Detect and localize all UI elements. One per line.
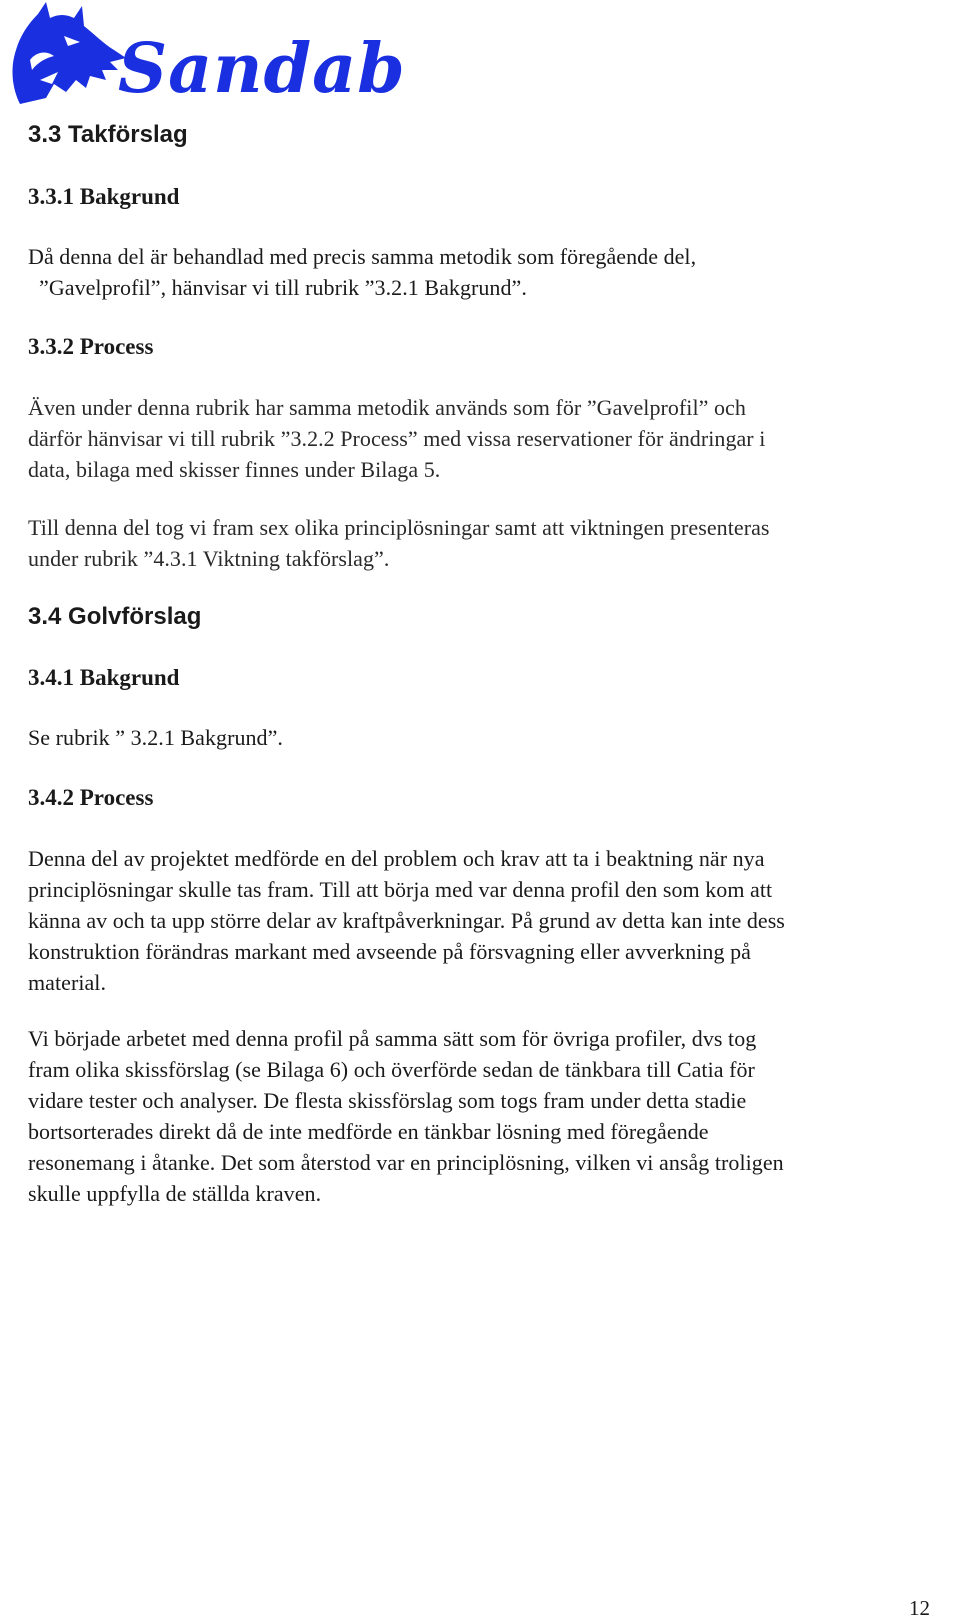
page-number: 12 <box>909 1596 930 1620</box>
text-line: ”Gavelprofil”, hänvisar vi till rubrik ”3.2.1 Bakgrund”. <box>39 275 527 300</box>
text-line: konstruktion förändras markant med avseende på försvagning eller avverkning på <box>28 939 751 964</box>
paragraph-process-golvforslag <box>28 843 928 998</box>
text-line: Denna del av projektet medförde en del problem och krav att ta i beaktning när nya <box>28 846 765 871</box>
heading-3-3: 3.3 Takförslag <box>28 121 188 148</box>
paragraph-bakgrund-takforslag <box>28 241 928 303</box>
text-line: fram olika skissförslag (se Bilaga 6) och överförde sedan de tänkbara till Catia för <box>28 1057 755 1082</box>
paragraph-skissforslag <box>28 1023 928 1209</box>
text-line: bortsorterades direkt då de inte medförde en tänkbar lösning med föregående <box>28 1119 709 1144</box>
text-line: Då denna del är behandlad med precis samma metodik som föregående del, <box>28 244 697 269</box>
paragraph-process-takforslag <box>28 392 928 485</box>
heading-3-4-1: 3.4.1 Bakgrund <box>28 665 180 690</box>
heading-3-4-2: 3.4.2 Process <box>28 785 154 810</box>
text-line: vidare tester och analyser. De flesta skissförslag som togs fram under detta stadie <box>28 1088 747 1113</box>
text-line: Även under denna rubrik har samma metodik används som för ”Gavelprofil” och <box>28 395 746 420</box>
text-line: data, bilaga med skisser finnes under Bilaga 5. <box>28 457 441 482</box>
heading-3-4: 3.4 Golvförslag <box>28 603 202 630</box>
text-line: därför hänvisar vi till rubrik ”3.2.2 Process” med vissa reservationer för ändringar i <box>28 426 766 451</box>
text-line: material. <box>28 970 107 995</box>
text-line: principlösningar skulle tas fram. Till att börja med var denna profil den som kom att <box>28 877 773 902</box>
sandab-logo <box>6 0 411 112</box>
text-line: under rubrik ”4.3.1 Viktning takförslag”. <box>28 546 390 571</box>
paragraph-principlosningar <box>28 512 928 574</box>
text-line: Till denna del tog vi fram sex olika principlösningar samt att viktningen presenteras <box>28 515 770 540</box>
logo-wordmark: Sandab <box>118 29 406 109</box>
text-line: Se rubrik ” 3.2.1 Bakgrund”. <box>28 725 283 750</box>
paragraph-bakgrund-golvforslag <box>28 722 928 753</box>
wolf-head-icon <box>13 2 126 104</box>
text-line: känna av och ta upp större delar av kraftpåverkningar. På grund av detta kan inte dess <box>28 908 785 933</box>
text-line: Vi började arbetet med denna profil på samma sätt som för övriga profiler, dvs tog <box>28 1026 757 1051</box>
heading-3-3-1: 3.3.1 Bakgrund <box>28 184 180 209</box>
text-line: skulle uppfylla de ställda kraven. <box>28 1181 322 1206</box>
text-line: resonemang i åtanke. Det som återstod var en principlösning, vilken vi ansåg troligen <box>28 1150 784 1175</box>
heading-3-3-2: 3.3.2 Process <box>28 334 154 359</box>
